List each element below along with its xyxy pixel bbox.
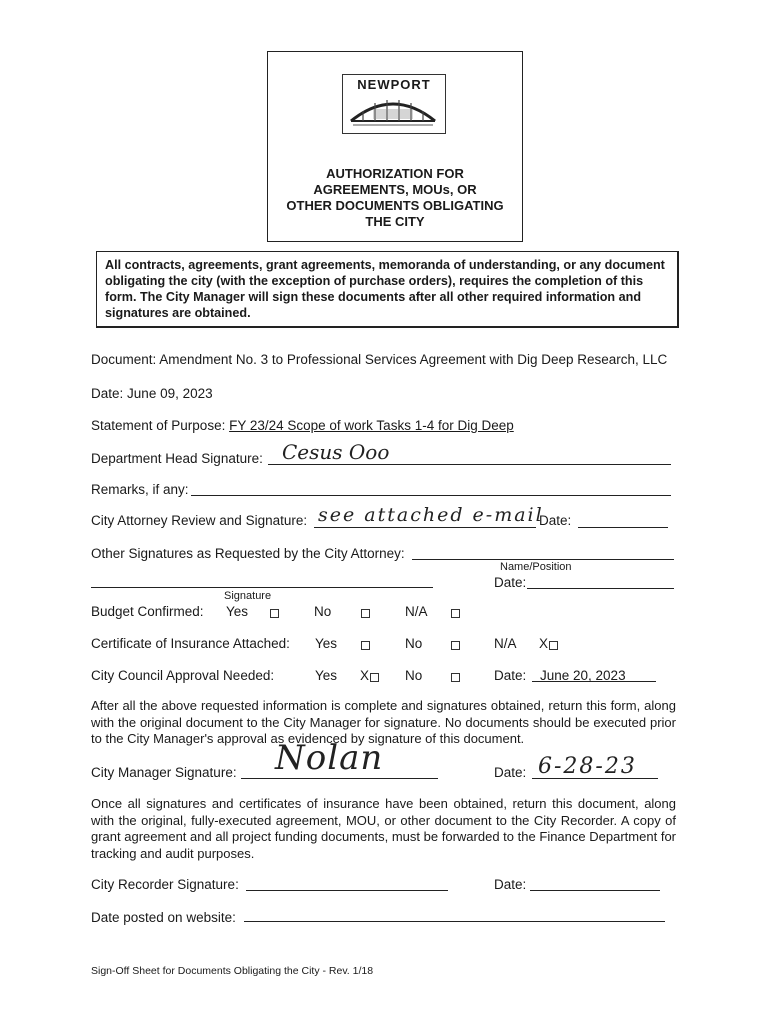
budget-no-checkbox[interactable] [361,609,370,618]
council-yes-mark: X [360,668,370,683]
budget-yes-label: Yes [226,604,249,619]
date-label: Date: [91,386,124,401]
instructions-return-to-manager: After all the above requested information is complete and signatures obtained, return this form, along with the original document to the City Manager for signature. No documents should be executed prior to the City Manager's approval as evidenced by signature of this document. [91,698,676,746]
budget-label: Budget Confirmed: [91,604,204,619]
other-date-label: Date: [494,575,527,590]
document-value: Amendment No. 3 to Professional Services Agreement with Dig Deep Research, LLC [159,352,668,367]
council-no-checkbox[interactable] [451,673,460,682]
date-row [91,386,213,401]
insurance-yes-label: Yes [315,636,338,651]
insurance-na-mark: X [539,636,549,651]
budget-na-checkbox[interactable] [451,609,460,618]
instructions-forward-to-recorder: Once all signatures and certificates of insurance have been obtained, return this document, along with the original, fully-executed agreement, MOU, or other document to the City Recorder. A copy of grant agreement and all project funding documents, must be forwarded to the Finance Department for tracking and audit purposes. [91,796,676,861]
other-signatures-label: Other Signatures as Requested by the City Attorney: [91,546,405,561]
budget-na-label: N/A [405,604,428,619]
council-yes-checkbox[interactable] [370,673,379,682]
newport-logo [342,74,446,134]
other-signatures-line[interactable] [412,559,674,560]
insurance-yes-checkbox[interactable] [361,641,370,650]
other-date-line[interactable] [527,588,674,589]
city-manager-signature-line[interactable] [241,778,438,779]
insurance-no-checkbox[interactable] [451,641,460,650]
council-no-label: No [405,668,423,683]
recorder-signature-line[interactable] [246,890,448,891]
dept-head-signature-line[interactable] [268,464,671,465]
purpose-label: Statement of Purpose: [91,418,226,433]
form-title: AUTHORIZATION FOR AGREEMENTS, MOUs, OR OTHER DOCUMENTS OBLIGATING THE CITY [286,166,504,229]
city-manager-date-label: Date: [494,765,527,780]
other-signature-line[interactable] [91,587,433,588]
attorney-label: City Attorney Review and Signature: [91,513,308,528]
header-box [267,51,523,242]
attorney-date-line[interactable] [578,527,668,528]
insurance-no-label: No [405,636,423,651]
city-manager-signature: Nolan [275,738,384,778]
document-label: Document: [91,352,157,367]
logo-text: NEWPORT [357,77,431,92]
posted-line[interactable] [244,921,665,922]
remarks-line[interactable] [191,495,671,496]
signature-caption: Signature [224,590,272,602]
insurance-na-label: N/A [494,636,517,651]
notice-box [96,251,679,328]
remarks-label: Remarks, if any: [91,482,189,497]
insurance-na-checkbox[interactable] [549,641,558,650]
posted-label: Date posted on website: [91,910,236,925]
name-position-label: Name/Position [500,561,572,573]
notice-text: All contracts, agreements, grant agreements, memoranda of understanding, or any document obligating the city (with the exception of purchase orders), requires the completion of this form. The City Manager will sign these documents after all other required information and signatures are obtained. [105,258,665,320]
insurance-label: Certificate of Insurance Attached: [91,636,290,651]
recorder-date-line[interactable] [530,890,660,891]
recorder-date-label: Date: [494,877,527,892]
purpose-value: FY 23/24 Scope of work Tasks 1-4 for Dig Deep [229,418,514,433]
attorney-signature-line[interactable] [314,527,536,528]
attorney-handwriting: see attached e-mail [318,504,544,526]
date-value: June 09, 2023 [127,386,213,401]
council-label: City Council Approval Needed: [91,668,275,683]
footer-text: Sign-Off Sheet for Documents Obligating the City - Rev. 1/18 [91,965,374,977]
council-date-label: Date: [494,668,527,683]
dept-head-label: Department Head Signature: [91,451,263,466]
attorney-date-label: Date: [539,513,572,528]
city-manager-date-value: 6-28-23 [538,754,637,779]
purpose-row [91,418,514,433]
budget-no-label: No [314,604,332,619]
budget-yes-checkbox[interactable] [270,609,279,618]
bridge-icon [343,91,443,131]
council-date-value: June 20, 2023 [540,668,626,683]
document-row [91,352,667,367]
city-manager-label: City Manager Signature: [91,765,237,780]
dept-head-signature: Cesus Ooo [282,440,390,464]
council-yes-label: Yes [315,668,338,683]
recorder-label: City Recorder Signature: [91,877,239,892]
